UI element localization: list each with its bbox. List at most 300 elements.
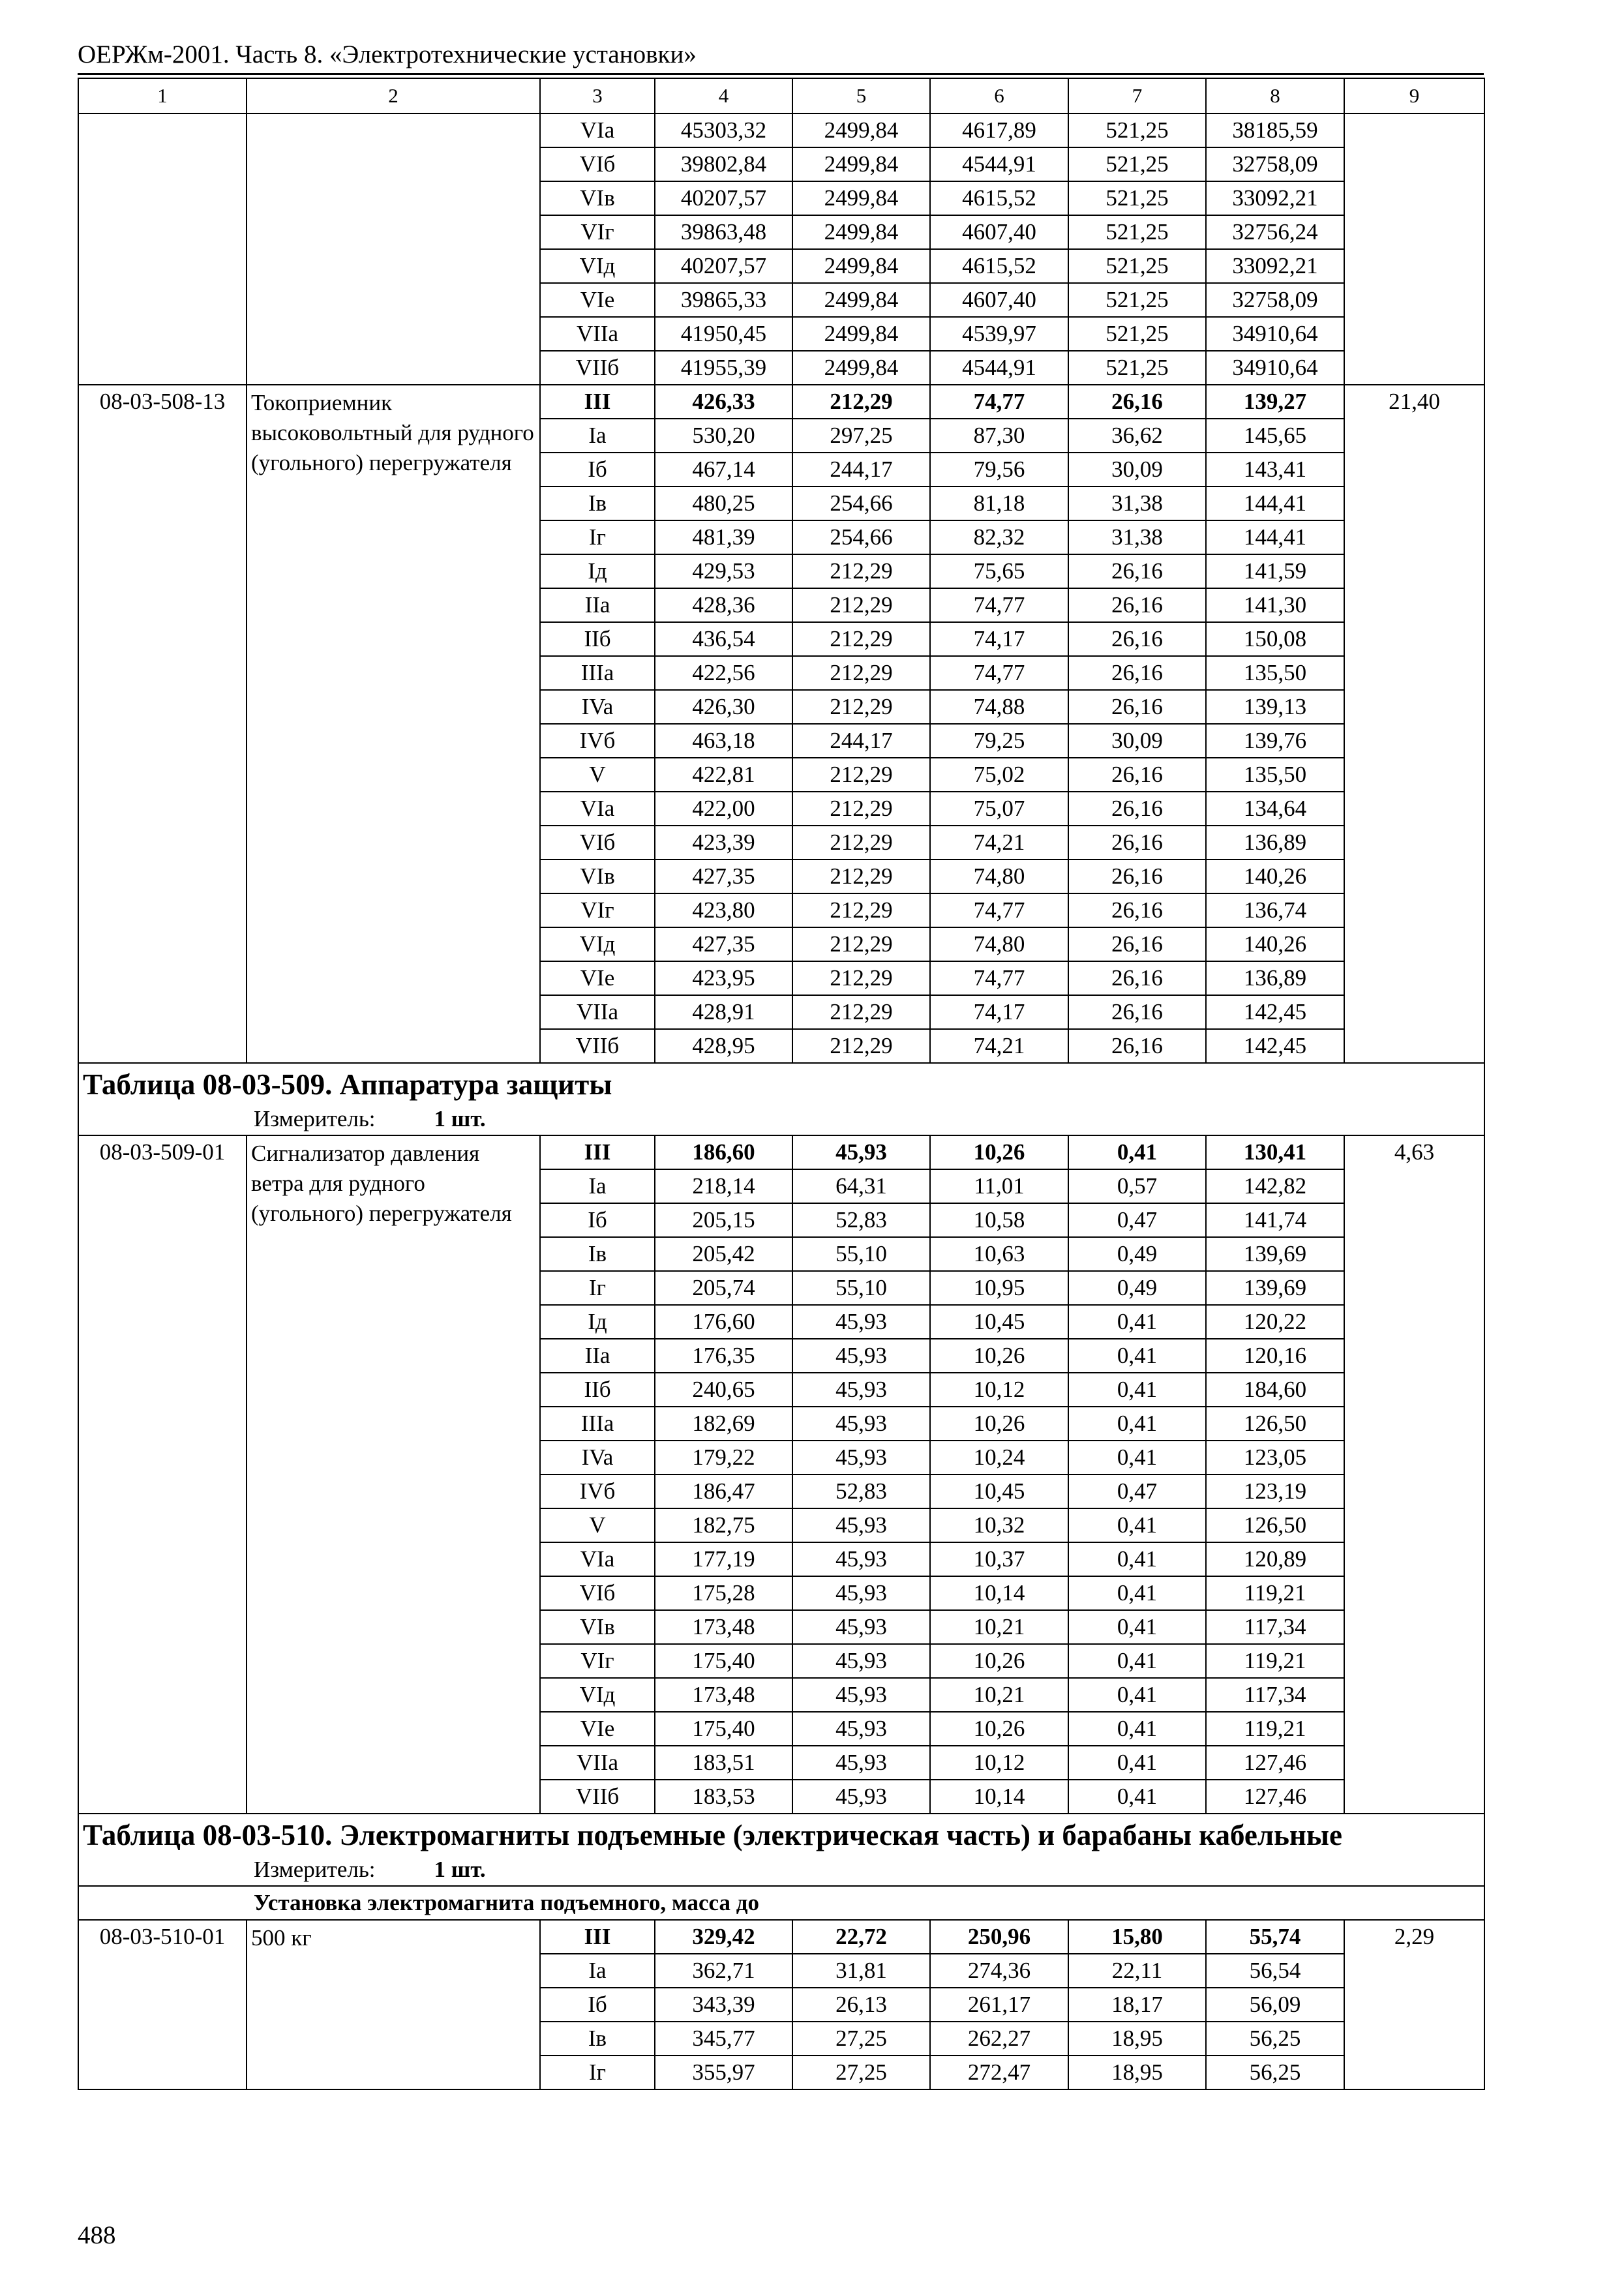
region-zone-cell: IVб: [540, 1474, 655, 1508]
table-title: Таблица 08-03-510. Электромагниты подъемные (электрическая часть) и барабаны кабельные: [78, 1814, 1484, 1855]
value-cell: 117,34: [1206, 1610, 1344, 1644]
value-cell: 0,41: [1068, 1135, 1206, 1169]
value-cell: 18,95: [1068, 2022, 1206, 2056]
value-cell: 0,41: [1068, 1780, 1206, 1814]
region-zone-cell: VIIa: [540, 995, 655, 1029]
value-cell: 4539,97: [930, 317, 1068, 351]
value-cell: 212,29: [792, 792, 930, 826]
region-zone-cell: VIд: [540, 927, 655, 961]
value-cell: 521,25: [1068, 351, 1206, 385]
value-cell: 135,50: [1206, 758, 1344, 792]
value-cell: 120,22: [1206, 1305, 1344, 1339]
value-cell: 428,91: [655, 995, 792, 1029]
value-cell: 0,41: [1068, 1508, 1206, 1542]
region-zone-cell: Iб: [540, 453, 655, 486]
region-zone-cell: VIв: [540, 181, 655, 215]
value-cell: 2499,84: [792, 317, 930, 351]
value-cell: 212,29: [792, 893, 930, 927]
region-zone-cell: Iд: [540, 1305, 655, 1339]
value-cell: 119,21: [1206, 1576, 1344, 1610]
value-cell: 144,41: [1206, 520, 1344, 554]
column-number: 8: [1206, 78, 1344, 113]
region-zone-cell: VIб: [540, 826, 655, 860]
value-cell: 139,27: [1206, 385, 1344, 419]
value-cell: 26,16: [1068, 826, 1206, 860]
region-zone-cell: Ia: [540, 419, 655, 453]
value-cell: 177,19: [655, 1542, 792, 1576]
value-cell: 135,50: [1206, 656, 1344, 690]
value-cell: 480,25: [655, 486, 792, 520]
region-zone-cell: VIг: [540, 215, 655, 249]
table-title: Таблица 08-03-509. Аппаратура защиты: [78, 1063, 1484, 1104]
value-cell: 39802,84: [655, 147, 792, 181]
value-cell: 427,35: [655, 927, 792, 961]
value-cell: 145,65: [1206, 419, 1344, 453]
value-cell: 22,11: [1068, 1954, 1206, 1988]
value-cell: 18,95: [1068, 2056, 1206, 2089]
value-cell: 32758,09: [1206, 147, 1344, 181]
value-cell: 186,60: [655, 1135, 792, 1169]
value-cell: 31,81: [792, 1954, 930, 1988]
value-cell: 521,25: [1068, 283, 1206, 317]
region-zone-cell: IVa: [540, 1441, 655, 1474]
region-zone-cell: IIa: [540, 588, 655, 622]
region-zone-cell: VIIб: [540, 1780, 655, 1814]
value-cell: 182,69: [655, 1407, 792, 1441]
value-cell: 55,10: [792, 1271, 930, 1305]
value-cell: 212,29: [792, 690, 930, 724]
value-cell: 423,39: [655, 826, 792, 860]
column-number: 2: [247, 78, 540, 113]
region-zone-cell: III: [540, 1920, 655, 1954]
region-zone-cell: Iв: [540, 1237, 655, 1271]
value-cell: 2499,84: [792, 215, 930, 249]
value-cell: 10,95: [930, 1271, 1068, 1305]
measure-row: [78, 1855, 1484, 1886]
value-cell: 139,69: [1206, 1271, 1344, 1305]
value-cell: 74,77: [930, 893, 1068, 927]
value-cell: 10,14: [930, 1576, 1068, 1610]
value-cell: 74,21: [930, 826, 1068, 860]
region-zone-cell: VIe: [540, 961, 655, 995]
value-cell: 2499,84: [792, 113, 930, 147]
value-cell: 120,89: [1206, 1542, 1344, 1576]
value-cell: 0,41: [1068, 1678, 1206, 1712]
value-cell: 212,29: [792, 1029, 930, 1063]
region-zone-cell: IIб: [540, 1373, 655, 1407]
value-cell: 142,82: [1206, 1169, 1344, 1203]
running-header: ОЕРЖм-2001. Часть 8. «Электротехнические установки»: [78, 40, 697, 68]
column-number: 4: [655, 78, 792, 113]
column-number: 9: [1344, 78, 1484, 113]
measure-line: [78, 1855, 1484, 1886]
measure-value: 1 шт.: [434, 1106, 486, 1131]
value-cell: 521,25: [1068, 317, 1206, 351]
value-cell: 26,16: [1068, 758, 1206, 792]
value-cell: 79,56: [930, 453, 1068, 486]
value-cell: 250,96: [930, 1920, 1068, 1954]
value-cell: 39865,33: [655, 283, 792, 317]
region-zone-cell: Iб: [540, 1988, 655, 2022]
item-code: 08-03-509-01: [78, 1135, 247, 1814]
value-cell: 4615,52: [930, 181, 1068, 215]
value-cell: 74,88: [930, 690, 1068, 724]
value-cell: 176,60: [655, 1305, 792, 1339]
value-cell: 74,77: [930, 588, 1068, 622]
table-row: [78, 385, 1484, 419]
value-cell: 183,53: [655, 1780, 792, 1814]
region-zone-cell: VIe: [540, 283, 655, 317]
value-cell: 0,47: [1068, 1474, 1206, 1508]
value-cell: 74,80: [930, 860, 1068, 893]
value-cell: 45,93: [792, 1441, 930, 1474]
value-cell: 136,89: [1206, 826, 1344, 860]
region-zone-cell: Iг: [540, 1271, 655, 1305]
value-cell: 26,16: [1068, 554, 1206, 588]
value-cell: 141,59: [1206, 554, 1344, 588]
item-name: Токоприемник высоковольтный для рудного (угольного) перегружателя: [247, 385, 540, 1063]
value-cell: 530,20: [655, 419, 792, 453]
value-cell: 0,57: [1068, 1169, 1206, 1203]
region-zone-cell: V: [540, 1508, 655, 1542]
value-cell: 175,28: [655, 1576, 792, 1610]
value-cell: 212,29: [792, 385, 930, 419]
value-cell: 183,51: [655, 1746, 792, 1780]
value-cell: 40207,57: [655, 181, 792, 215]
value-cell: 426,30: [655, 690, 792, 724]
value-cell: 26,16: [1068, 588, 1206, 622]
value-cell: 45,93: [792, 1712, 930, 1746]
value-cell: 244,17: [792, 724, 930, 758]
value-cell: 56,09: [1206, 1988, 1344, 2022]
value-cell: 10,58: [930, 1203, 1068, 1237]
value-cell: 55,10: [792, 1237, 930, 1271]
value-cell: 123,05: [1206, 1441, 1344, 1474]
value-cell: 212,29: [792, 588, 930, 622]
value-cell: 45,93: [792, 1305, 930, 1339]
value-cell: 436,54: [655, 622, 792, 656]
value-cell: 41955,39: [655, 351, 792, 385]
region-zone-cell: Iг: [540, 520, 655, 554]
value-cell: 423,95: [655, 961, 792, 995]
value-cell: 467,14: [655, 453, 792, 486]
value-cell: 10,24: [930, 1441, 1068, 1474]
value-cell: 4544,91: [930, 351, 1068, 385]
value-cell: 123,19: [1206, 1474, 1344, 1508]
value-cell: 521,25: [1068, 181, 1206, 215]
value-cell: 176,35: [655, 1339, 792, 1373]
value-cell: 422,56: [655, 656, 792, 690]
value-cell: 355,97: [655, 2056, 792, 2089]
value-cell: 240,65: [655, 1373, 792, 1407]
value-cell: 150,08: [1206, 622, 1344, 656]
value-cell: 45,93: [792, 1542, 930, 1576]
value-cell: 521,25: [1068, 147, 1206, 181]
header-rule: [78, 73, 1484, 75]
value-cell: 26,16: [1068, 860, 1206, 893]
value-cell: 11,01: [930, 1169, 1068, 1203]
value-cell: 4607,40: [930, 215, 1068, 249]
region-zone-cell: VIIa: [540, 1746, 655, 1780]
value-cell: 422,00: [655, 792, 792, 826]
value-cell: 52,83: [792, 1474, 930, 1508]
value-cell: 254,66: [792, 520, 930, 554]
value-cell: 87,30: [930, 419, 1068, 453]
value-cell: 182,75: [655, 1508, 792, 1542]
value-cell: 521,25: [1068, 113, 1206, 147]
value-cell: 27,25: [792, 2022, 930, 2056]
value-cell: 175,40: [655, 1644, 792, 1678]
value-cell: 481,39: [655, 520, 792, 554]
value-cell: 184,60: [1206, 1373, 1344, 1407]
value-cell: 136,89: [1206, 961, 1344, 995]
region-zone-cell: IIIa: [540, 656, 655, 690]
region-zone-cell: VIIa: [540, 317, 655, 351]
value-cell: 521,25: [1068, 249, 1206, 283]
value-cell: 0,41: [1068, 1441, 1206, 1474]
region-zone-cell: Ia: [540, 1169, 655, 1203]
region-zone-cell: VIб: [540, 147, 655, 181]
value-cell: 34910,64: [1206, 351, 1344, 385]
table-title-row: [78, 1063, 1484, 1104]
value-cell: 26,16: [1068, 622, 1206, 656]
value-cell: 0,41: [1068, 1712, 1206, 1746]
value-cell: 0,41: [1068, 1407, 1206, 1441]
value-cell: 74,77: [930, 385, 1068, 419]
value-cell: 2499,84: [792, 147, 930, 181]
region-zone-cell: IIб: [540, 622, 655, 656]
region-zone-cell: VIIб: [540, 1029, 655, 1063]
value-cell: 32758,09: [1206, 283, 1344, 317]
value-cell: 0,49: [1068, 1271, 1206, 1305]
value-cell: 41950,45: [655, 317, 792, 351]
value-cell: 26,16: [1068, 792, 1206, 826]
value-cell: 26,16: [1068, 656, 1206, 690]
value-cell: 186,47: [655, 1474, 792, 1508]
value-cell: 26,16: [1068, 690, 1206, 724]
value-cell: 10,37: [930, 1542, 1068, 1576]
value-cell: 33092,21: [1206, 249, 1344, 283]
value-cell: 27,25: [792, 2056, 930, 2089]
value-cell: 45,93: [792, 1678, 930, 1712]
column-number: 1: [78, 78, 247, 113]
value-cell: 45,93: [792, 1135, 930, 1169]
value-cell: 26,16: [1068, 995, 1206, 1029]
value-cell: 33092,21: [1206, 181, 1344, 215]
value-cell: 10,21: [930, 1610, 1068, 1644]
value-cell: 0,41: [1068, 1305, 1206, 1339]
value-cell: 10,12: [930, 1373, 1068, 1407]
value-cell: 140,26: [1206, 927, 1344, 961]
value-cell: 75,02: [930, 758, 1068, 792]
value-cell: 117,34: [1206, 1678, 1344, 1712]
value-cell: 423,80: [655, 893, 792, 927]
value-cell: 212,29: [792, 860, 930, 893]
value-cell: 463,18: [655, 724, 792, 758]
value-cell: 79,25: [930, 724, 1068, 758]
region-zone-cell: VIб: [540, 1576, 655, 1610]
value-cell: 126,50: [1206, 1407, 1344, 1441]
region-zone-cell: Iв: [540, 2022, 655, 2056]
value-cell: 218,14: [655, 1169, 792, 1203]
value-cell: 22,72: [792, 1920, 930, 1954]
value-cell: 521,25: [1068, 215, 1206, 249]
value-cell: 34910,64: [1206, 317, 1344, 351]
value-cell: 10,26: [930, 1407, 1068, 1441]
value-cell: 74,77: [930, 961, 1068, 995]
column-number: 5: [792, 78, 930, 113]
value-cell: 45,93: [792, 1373, 930, 1407]
value-cell: 4615,52: [930, 249, 1068, 283]
measure-row: [78, 1104, 1484, 1135]
value-cell: 126,50: [1206, 1508, 1344, 1542]
table-row: [78, 113, 1484, 147]
value-cell: 426,33: [655, 385, 792, 419]
region-zone-cell: VIIб: [540, 351, 655, 385]
value-cell: 10,45: [930, 1305, 1068, 1339]
value-cell: 26,16: [1068, 385, 1206, 419]
item-code: 08-03-508-13: [78, 385, 247, 1063]
value-cell: 10,14: [930, 1780, 1068, 1814]
value-cell: 272,47: [930, 2056, 1068, 2089]
region-zone-cell: III: [540, 385, 655, 419]
value-cell: 82,32: [930, 520, 1068, 554]
region-zone-cell: IIa: [540, 1339, 655, 1373]
value-cell: 45,93: [792, 1508, 930, 1542]
value-cell: 134,64: [1206, 792, 1344, 826]
value-cell: 0,47: [1068, 1203, 1206, 1237]
value-cell: 32756,24: [1206, 215, 1344, 249]
measure-line: [78, 1104, 1484, 1135]
value-cell: 362,71: [655, 1954, 792, 1988]
value-cell: 74,21: [930, 1029, 1068, 1063]
value-cell: 143,41: [1206, 453, 1344, 486]
value-cell: 329,42: [655, 1920, 792, 1954]
subheading: Установка электромагнита подъемного, масса до: [78, 1886, 1484, 1920]
table-row: [78, 1135, 1484, 1169]
column-number: 7: [1068, 78, 1206, 113]
value-cell: 343,39: [655, 1988, 792, 2022]
value-cell: 45,93: [792, 1576, 930, 1610]
value-cell: 45,93: [792, 1780, 930, 1814]
value-cell: 142,45: [1206, 995, 1344, 1029]
value-cell: 52,83: [792, 1203, 930, 1237]
value-cell: 45,93: [792, 1339, 930, 1373]
value-cell: 0,41: [1068, 1373, 1206, 1407]
value-cell: 45,93: [792, 1746, 930, 1780]
region-zone-cell: IIIa: [540, 1407, 655, 1441]
value-cell: 428,95: [655, 1029, 792, 1063]
value-cell: 212,29: [792, 927, 930, 961]
value-cell: 40207,57: [655, 249, 792, 283]
value-cell: 64,31: [792, 1169, 930, 1203]
value-cell: 26,16: [1068, 961, 1206, 995]
region-zone-cell: IVa: [540, 690, 655, 724]
region-zone-cell: VIд: [540, 1678, 655, 1712]
region-zone-cell: VIг: [540, 1644, 655, 1678]
region-zone-cell: VIe: [540, 1712, 655, 1746]
column-number: 6: [930, 78, 1068, 113]
value-cell: 15,80: [1068, 1920, 1206, 1954]
value-cell: 38185,59: [1206, 113, 1344, 147]
region-zone-cell: Iв: [540, 486, 655, 520]
region-zone-cell: VIв: [540, 860, 655, 893]
region-zone-cell: VIд: [540, 249, 655, 283]
value-cell: 212,29: [792, 961, 930, 995]
value-cell: 144,41: [1206, 486, 1344, 520]
value-cell: 0,41: [1068, 1610, 1206, 1644]
value-cell: 10,21: [930, 1678, 1068, 1712]
value-cell: 26,16: [1068, 893, 1206, 927]
value-cell: 0,41: [1068, 1576, 1206, 1610]
value-cell: 0,49: [1068, 1237, 1206, 1271]
value-cell: 212,29: [792, 656, 930, 690]
value-cell: 2499,84: [792, 249, 930, 283]
value-cell: 127,46: [1206, 1780, 1344, 1814]
value-cell: 45,93: [792, 1644, 930, 1678]
value-cell: 10,26: [930, 1644, 1068, 1678]
value-cell: 212,29: [792, 758, 930, 792]
region-zone-cell: VIa: [540, 113, 655, 147]
value-cell: 254,66: [792, 486, 930, 520]
item-code: 08-03-510-01: [78, 1920, 247, 2089]
value-cell: 119,21: [1206, 1712, 1344, 1746]
column-9-value: 4,63: [1344, 1135, 1484, 1814]
value-cell: 139,69: [1206, 1237, 1344, 1271]
column-9-value: 2,29: [1344, 1920, 1484, 2089]
value-cell: 74,17: [930, 622, 1068, 656]
item-name: 500 кг: [247, 1920, 540, 2089]
value-cell: 10,26: [930, 1135, 1068, 1169]
value-cell: 274,36: [930, 1954, 1068, 1988]
value-cell: 39863,48: [655, 215, 792, 249]
value-cell: 45,93: [792, 1610, 930, 1644]
value-cell: 30,09: [1068, 724, 1206, 758]
value-cell: 130,41: [1206, 1135, 1344, 1169]
value-cell: 74,80: [930, 927, 1068, 961]
region-zone-cell: VIa: [540, 792, 655, 826]
value-cell: 244,17: [792, 453, 930, 486]
value-cell: 212,29: [792, 995, 930, 1029]
value-cell: 142,45: [1206, 1029, 1344, 1063]
value-cell: 205,42: [655, 1237, 792, 1271]
table-row: [78, 1920, 1484, 1954]
value-cell: 45303,32: [655, 113, 792, 147]
value-cell: 10,12: [930, 1746, 1068, 1780]
value-cell: 10,63: [930, 1237, 1068, 1271]
region-zone-cell: IVб: [540, 724, 655, 758]
value-cell: 0,41: [1068, 1644, 1206, 1678]
value-cell: 75,07: [930, 792, 1068, 826]
value-cell: 0,41: [1068, 1542, 1206, 1576]
measure-label: Измеритель:: [254, 1857, 376, 1882]
region-zone-cell: Ia: [540, 1954, 655, 1988]
value-cell: 75,65: [930, 554, 1068, 588]
price-table: [78, 78, 1485, 2090]
value-cell: 212,29: [792, 554, 930, 588]
region-zone-cell: V: [540, 758, 655, 792]
value-cell: 139,13: [1206, 690, 1344, 724]
value-cell: 31,38: [1068, 520, 1206, 554]
value-cell: 2499,84: [792, 351, 930, 385]
value-cell: 205,15: [655, 1203, 792, 1237]
value-cell: 0,41: [1068, 1339, 1206, 1373]
value-cell: 26,13: [792, 1988, 930, 2022]
value-cell: 4607,40: [930, 283, 1068, 317]
item-name: Сигнализатор давления ветра для рудного (угольного) перегружателя: [247, 1135, 540, 1814]
value-cell: 427,35: [655, 860, 792, 893]
region-zone-cell: Iг: [540, 2056, 655, 2089]
